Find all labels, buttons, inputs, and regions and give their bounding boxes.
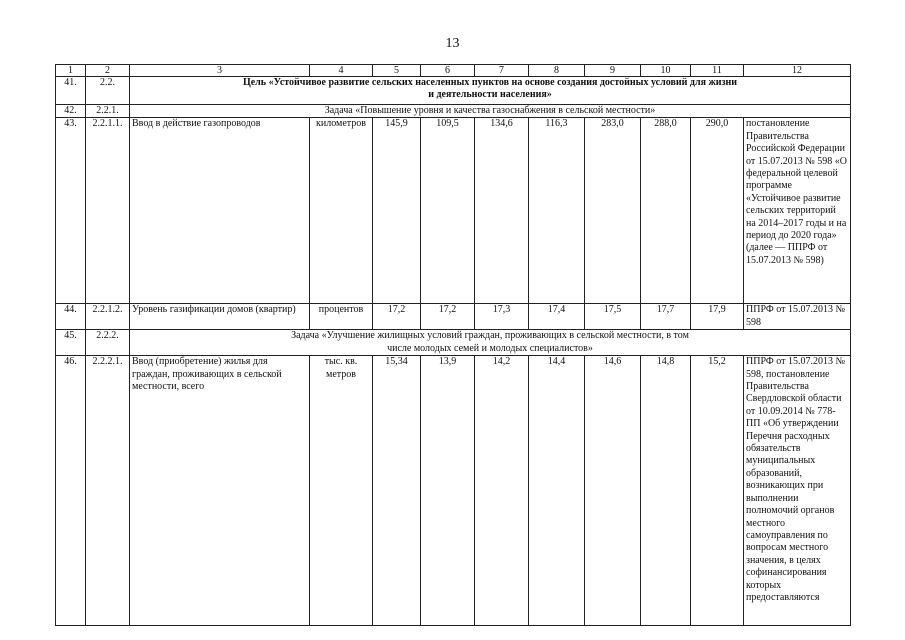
col-header: 11 — [691, 65, 744, 77]
col-header: 12 — [744, 65, 851, 77]
table-row — [56, 118, 851, 304]
value-cell: 17,7 — [641, 304, 691, 330]
row-code: 2.2.2. — [86, 330, 130, 356]
value-cell: 17,9 — [691, 304, 744, 330]
col-header: 7 — [475, 65, 529, 77]
unit: процентов — [310, 304, 373, 330]
value-cell: 17,4 — [529, 304, 585, 330]
indicator-name: Ввод (приобретение) жилья для граждан, проживающих в сельской местности, всего — [130, 356, 310, 626]
value-cell: 288,0 — [641, 118, 691, 304]
row-number: 44. — [56, 304, 86, 330]
value-cell: 116,3 — [529, 118, 585, 304]
table-row — [56, 356, 851, 626]
table-row — [56, 304, 851, 330]
value-cell: 17,3 — [475, 304, 529, 330]
row-code: 2.2. — [86, 77, 130, 105]
col-header: 8 — [529, 65, 585, 77]
value-cell: 13,9 — [421, 356, 475, 626]
row-code: 2.2.1. — [86, 105, 130, 118]
indicator-name: Уровень газификации домов (квартир) — [130, 304, 310, 330]
col-header: 10 — [641, 65, 691, 77]
row-number: 41. — [56, 77, 86, 105]
source-document: постановление Правительства Российской Федерации от 15.07.2013 № 598 «О федеральной целевой программе «Устойчивое развитие сельских территорий на 2014–2017 годы и на период до 2020 года» (далее — ППРФ от 15.07.2013 № 598) — [744, 118, 851, 304]
page-number: 13 — [445, 36, 460, 51]
section-title: Задача «Улучшение жилищных условий граждан, проживающих в сельской местности, в том числе молодых семей и молодых специалистов» — [130, 330, 851, 356]
value-cell: 109,5 — [421, 118, 475, 304]
indicator-name: Ввод в действие газопроводов — [130, 118, 310, 304]
column-number-row — [56, 65, 851, 77]
col-header: 4 — [310, 65, 373, 77]
section-title: Цель «Устойчивое развитие сельских населенных пунктов на основе создания достойных условий для жизни и деятельности населения» — [130, 77, 851, 105]
source-document: ППРФ от 15.07.2013 № 598, постановление Правительства Свердловской области от 10.09.2014 № 778-ПП «Об утверждении Перечня расходных обязательств муниципальных образований, возникающих при выполнении полномочий органов местного самоуправления по вопросам местного значения, в целях софинансирования которых предоставляются — [744, 356, 851, 626]
col-header: 5 — [373, 65, 421, 77]
value-cell: 145,9 — [373, 118, 421, 304]
source-document: ППРФ от 15.07.2013 № 598 — [744, 304, 851, 330]
value-cell: 14,8 — [641, 356, 691, 626]
table-row — [56, 77, 851, 105]
row-code: 2.2.1.2. — [86, 304, 130, 330]
value-cell: 15,2 — [691, 356, 744, 626]
value-cell: 14,4 — [529, 356, 585, 626]
value-cell: 15,34 — [373, 356, 421, 626]
row-number: 42. — [56, 105, 86, 118]
row-number: 45. — [56, 330, 86, 356]
col-header: 6 — [421, 65, 475, 77]
col-header: 1 — [56, 65, 86, 77]
value-cell: 134,6 — [475, 118, 529, 304]
value-cell: 14,6 — [585, 356, 641, 626]
indicators-table — [55, 64, 851, 626]
col-header: 9 — [585, 65, 641, 77]
section-title: Задача «Повышение уровня и качества газоснабжения в сельской местности» — [130, 105, 851, 118]
value-cell: 17,2 — [373, 304, 421, 330]
unit: километров — [310, 118, 373, 304]
value-cell: 283,0 — [585, 118, 641, 304]
value-cell: 290,0 — [691, 118, 744, 304]
unit: тыс. кв. метров — [310, 356, 373, 626]
row-code: 2.2.2.1. — [86, 356, 130, 626]
row-number: 43. — [56, 118, 86, 304]
col-header: 2 — [86, 65, 130, 77]
row-number: 46. — [56, 356, 86, 626]
value-cell: 17,5 — [585, 304, 641, 330]
table-row — [56, 330, 851, 356]
value-cell: 14,2 — [475, 356, 529, 626]
table-row — [56, 105, 851, 118]
row-code: 2.2.1.1. — [86, 118, 130, 304]
col-header: 3 — [130, 65, 310, 77]
value-cell: 17,2 — [421, 304, 475, 330]
